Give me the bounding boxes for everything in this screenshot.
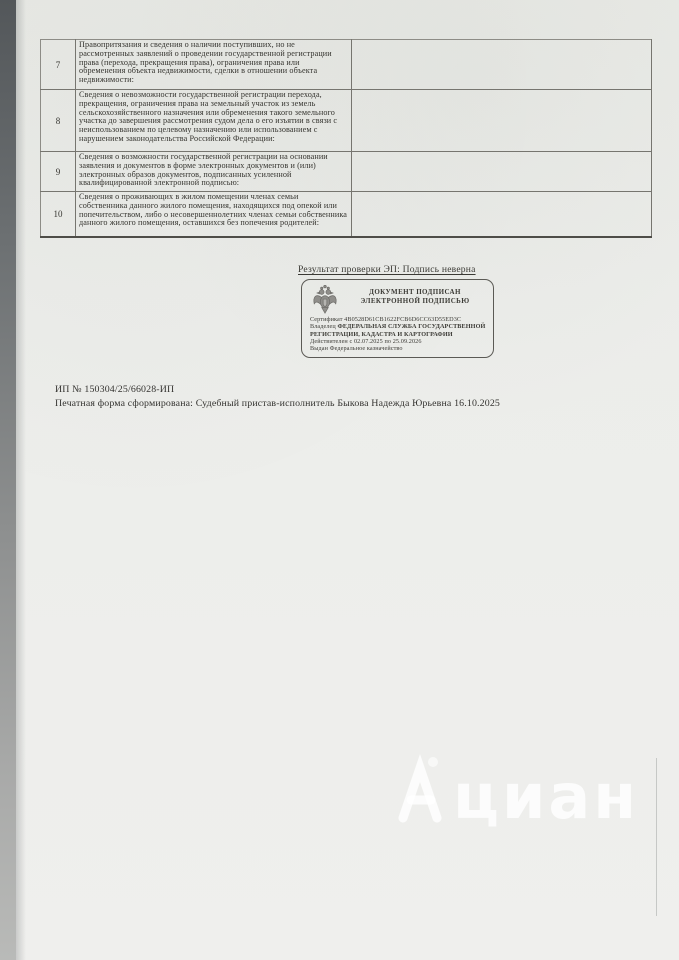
row-number-cell: 9 <box>41 152 76 192</box>
scanner-edge-shadow <box>16 0 26 960</box>
owner-line <box>310 323 490 338</box>
row-number-cell: 7 <box>41 40 76 90</box>
row-number-cell: 10 <box>41 192 76 237</box>
stamp-header <box>302 284 493 314</box>
row-label-cell: Сведения о невозможности государственной регистрации перехода, прекращения, ограничения права на земельный участок из земель сельскохозяйственного назначения или обременения такого земельного участка до завершения рассмотрения судом дела о его изъятии в связи с неиспользованием по целевому назначению или использованием с нарушением законодательства Российской Федерации: <box>76 90 352 152</box>
watermark-text: циан <box>453 760 640 833</box>
table-row <box>41 90 652 152</box>
paper-edge-line <box>656 758 657 916</box>
owner-label: Владелец <box>310 323 336 331</box>
row-value-cell <box>352 90 652 152</box>
validity-line: Действителен с 02.07.2025 по 25.09.2026 <box>310 337 422 345</box>
row-value-cell <box>352 40 652 90</box>
stamp-title <box>344 288 486 305</box>
certificate-value: 4B0528D61CB1622FCB6D6CC63D55ED3C <box>344 316 462 323</box>
stamp-details <box>310 316 490 352</box>
table-row <box>41 192 652 237</box>
cian-logo-icon <box>393 754 447 826</box>
enforcement-case-number: ИП № 150304/25/66028-ИП <box>55 384 175 395</box>
row-label-cell: Сведения о проживающих в жилом помещении членах семьи собственника данного жилого помещения, находящихся под опекой или попечительством, либо о несовершеннолетних членах семьи собственника данного жилого помещения, оставшихся без попечения родителей: <box>76 192 352 237</box>
registry-info-table <box>40 39 652 238</box>
row-value-cell <box>352 152 652 192</box>
russian-coat-of-arms-icon <box>311 285 339 315</box>
electronic-signature-stamp <box>301 279 494 358</box>
stamp-title-line1: ДОКУМЕНТ ПОДПИСАН <box>369 288 461 296</box>
issuer-line: Выдан Федеральное казначейство <box>310 345 403 353</box>
cian-watermark <box>393 760 640 833</box>
row-value-cell <box>352 192 652 237</box>
scanner-edge-strip <box>0 0 16 960</box>
certificate-label: Сертификат <box>310 316 343 323</box>
row-label-cell: Сведения о возможности государственной регистрации на основании заявления и документов в форме электронных документов и (или) электронных образов документов, подписанных усиленной квалифицированной электронной подписью: <box>76 152 352 192</box>
row-label-cell: Правопритязания и сведения о наличии поступивших, но не рассмотренных заявлений о проведении государственной регистрации права (перехода, прекращения права), ограничения права или обременения объекта недвижимости, сделки в отношении объекта недвижимости: <box>76 40 352 90</box>
table-row <box>41 152 652 192</box>
printed-form-line: Печатная форма сформирована: Судебный пристав-исполнитель Быкова Надежда Юрьевна 16.10.2025 <box>55 397 501 409</box>
table-row <box>41 40 652 90</box>
row-number-cell: 8 <box>41 90 76 152</box>
footer-info <box>55 383 615 410</box>
stamp-title-line2: ЭЛЕКТРОННОЙ ПОДПИСЬЮ <box>360 296 470 305</box>
owner-value: ФЕДЕРАЛЬНАЯ СЛУЖБА ГОСУДАРСТВЕННОЙ РЕГИСТРАЦИИ, КАДАСТРА И КАРТОГРАФИИ <box>310 323 486 338</box>
signature-check-result: Результат проверки ЭП: Подпись неверна <box>298 264 476 275</box>
